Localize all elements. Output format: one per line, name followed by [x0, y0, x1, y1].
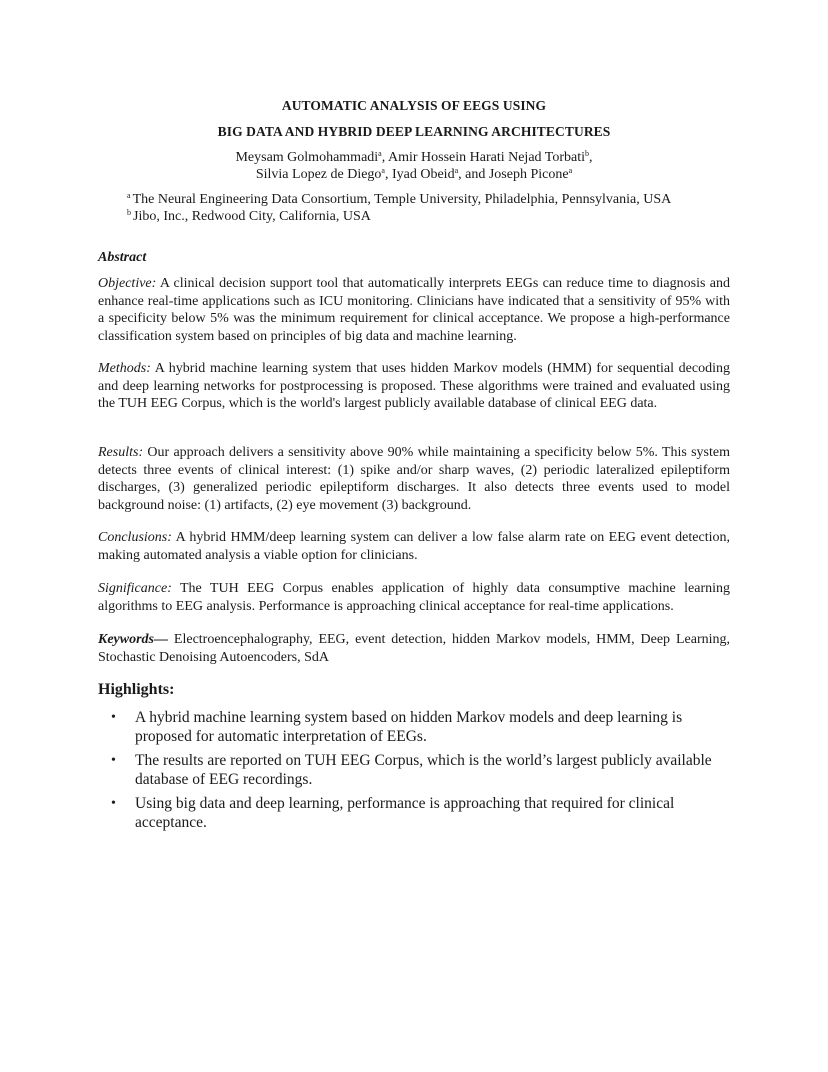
methods-label: Methods: [98, 361, 151, 376]
bullet-icon: • [111, 753, 116, 768]
author-affiliation-mark: a [378, 149, 382, 158]
affiliation-text: The Neural Engineering Data Consortium, Temple University, Philadelphia, Pennsylvania, USA [132, 192, 672, 207]
highlights-list [98, 708, 718, 837]
abstract-heading: Abstract [98, 250, 147, 265]
author-affiliation-mark: b [585, 149, 590, 158]
abstract-conclusions-paragraph [98, 529, 730, 564]
methods-text: A hybrid machine learning system that uses hidden Markov models (HMM) for sequential decoding and deep learning networks for postprocessing is proposed. These algorithms were trained and evaluated using the TUH EEG Corpus, which is the world's largest publicly available database of clinical EEG data. [98, 361, 730, 412]
author-separator: , [589, 150, 593, 165]
bullet-icon: • [111, 710, 116, 725]
author-affiliation-mark: a [454, 166, 459, 175]
author-separator: , [381, 150, 388, 165]
author-list-line-2 [0, 167, 828, 183]
significance-text: The TUH EEG Corpus enables application of highly data consumptive machine learning algorithms to EEG analysis. Performance is approaching clinical acceptance for real-time applications. [98, 581, 730, 614]
conclusions-text: A hybrid HMM/deep learning system can deliver a low false alarm rate on EEG event detection, making automated analysis a viable option for clinicians. [98, 530, 730, 563]
highlight-item [98, 751, 718, 789]
author-name: Meysam Golmohammadi [235, 150, 379, 165]
highlight-item [98, 794, 718, 832]
objective-text: A clinical decision support tool that automatically interprets EEGs can reduce time to diagnosis and enhance real-time applications such as ICU monitoring. Clinicians have indicated that a sensitivity of 95% with a specificity below 5% was the minimum requirement for clinical acceptance. We propose a high-performance classification system based on principles of big data and machine learning. [98, 276, 730, 344]
highlight-text: A hybrid machine learning system based on hidden Markov models and deep learning is proposed for automatic interpretation of EEGs. [135, 709, 683, 745]
affiliation-mark: a [127, 191, 131, 200]
keywords-text: Electroencephalography, EEG, event detection, hidden Markov models, HMM, Deep Learning, Stochastic Denoising Autoencoders, SdA [98, 632, 730, 665]
results-text: Our approach delivers a sensitivity above 90% while maintaining a specificity below 5%. This system detects three events of clinical interest: (1) spike and/or sharp waves, (2) periodic lateralized epileptiform discharges, (3) generalized periodic epileptiform discharges. It also detects three events used to model background noise: (1) artifacts, (2) eye movement (3) background. [98, 445, 730, 513]
bullet-icon: • [111, 796, 116, 811]
paper-title-line-1: AUTOMATIC ANALYSIS OF EEGS USING [281, 98, 547, 113]
highlight-text: The results are reported on TUH EEG Corpus, which is the world’s largest publicly available database of EEG recordings. [135, 752, 712, 788]
author-name: Joseph Picone [488, 167, 569, 182]
author-separator: , and [458, 167, 489, 182]
abstract-significance-paragraph [98, 580, 730, 615]
author-affiliation-mark: a [568, 166, 573, 175]
significance-label: Significance: [98, 581, 172, 596]
highlight-text: Using big data and deep learning, performance is approaching that required for clinical acceptance. [135, 795, 675, 831]
author-affiliation-mark: a [381, 166, 385, 175]
author-name: Amir Hossein Harati Nejad Torbati [387, 150, 586, 165]
results-label: Results: [98, 445, 144, 460]
author-list-line-1 [0, 150, 828, 166]
abstract-methods-paragraph [98, 360, 730, 413]
author-separator: , [384, 167, 392, 182]
affiliation-b [127, 209, 371, 225]
author-name: Silvia Lopez de Diego [255, 167, 382, 182]
conclusions-label: Conclusions: [98, 530, 172, 545]
paper-title-line-2: BIG DATA AND HYBRID DEEP LEARNING ARCHITECTURES [217, 124, 611, 139]
keywords-label: Keywords— [98, 632, 168, 647]
author-name: Iyad Obeid [391, 167, 455, 182]
affiliation-a [127, 192, 671, 208]
abstract-objective-paragraph [98, 275, 730, 345]
affiliation-text: Jibo, Inc., Redwood City, California, USA [133, 209, 371, 224]
highlights-heading: Highlights: [98, 681, 175, 698]
affiliation-mark: b [127, 208, 131, 217]
keywords-paragraph [98, 631, 730, 666]
highlight-item [98, 708, 718, 746]
objective-label: Objective: [98, 276, 157, 291]
abstract-results-paragraph [98, 444, 730, 514]
